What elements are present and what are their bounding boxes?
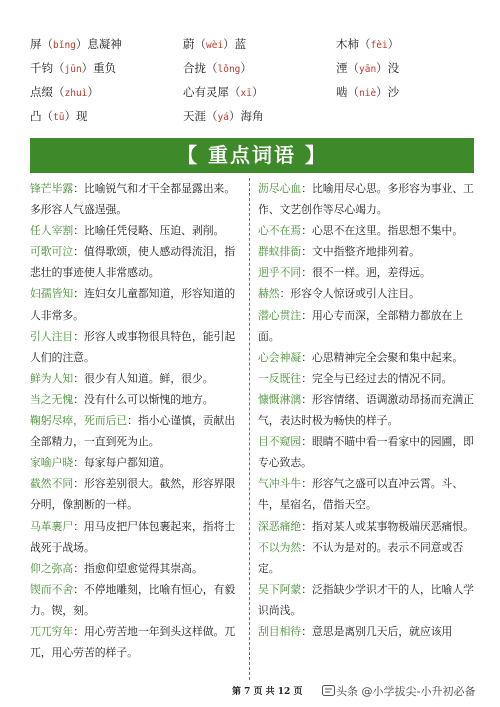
- pinyin-item: 合拢（lǒng）: [183, 61, 252, 75]
- pinyin-item: 点缀（zhuì）: [30, 85, 99, 99]
- vocab-definition: 指小心谨慎，贡献出全部精力，一直到死为止。: [30, 414, 236, 449]
- vocab-term: 心不在焉: [258, 224, 302, 238]
- vocab-definition: 形容人或事物很具特色，能引起人们的注意。: [30, 329, 236, 364]
- vocab-term: 气冲斗牛: [258, 477, 302, 491]
- pinyin-item: 湮（yān）没: [336, 61, 400, 75]
- vocab-term: 刮目相待: [258, 624, 302, 638]
- vocab-definition: 用马皮把尸体包裹起来，指将士战死于战场。: [30, 519, 236, 554]
- vocab-entry: 气冲斗牛：形容气之盛可以直冲云霄。斗、牛，星宿名，借指天空。: [258, 477, 464, 512]
- vocab-term: 妇孺皆知: [30, 287, 74, 301]
- vocab-term: 锲而不舍: [30, 582, 74, 596]
- vocab-column-left: [30, 178, 243, 663]
- pinyin-grid: [30, 32, 480, 128]
- vocab-definition: 完全与已经过去的情况不同。: [311, 371, 453, 385]
- vocab-term: 赫然: [258, 287, 280, 301]
- vocab-definition: 指对某人或某事物极端厌恶痛恨。: [311, 519, 474, 533]
- vocab-entry: 慷慨淋漓：形容情绪、语调激动昂扬而充满正气，表达时极为畅快的样子。: [258, 392, 474, 428]
- vocab-term: 慷慨淋漓: [258, 392, 302, 406]
- vocab-definition: 不停地雕刻，比喻有恒心，有毅力。锲，刻。: [30, 582, 236, 617]
- vocab-entry: 当之无愧：没有什么可以惭愧的地方。: [30, 392, 214, 406]
- vocab-entry: 心会神凝：心思精神完全会聚和集中起来。: [258, 350, 464, 364]
- vocab-entry: 深恶痛绝：指对某人或某事物极端厌恶痛恨。: [258, 519, 474, 533]
- vocab-entry: 兀兀穷年：用心劳苦地一年到头这样做。兀兀，用心劳苦的样子。: [30, 624, 236, 660]
- pinyin-item: 千钧（jūn）重负: [30, 61, 117, 75]
- vocab-definition: 很少有人知道。鲜，很少。: [83, 371, 214, 385]
- vocab-definition: 泛指缺少学识才干的人，比喻人学识尚浅。: [258, 582, 474, 617]
- vocab-term: 当之无愧: [30, 392, 74, 406]
- toutiao-logo-icon: [322, 685, 335, 696]
- vocab-definition: 连妇女儿童都知道，形容知道的人非常多。: [30, 287, 236, 322]
- pinyin-item: 蔚（wèi）蓝: [183, 37, 247, 51]
- watermark: 头条 @小学拔尖-小升初必备: [322, 684, 475, 700]
- vocab-definition: 比喻锐气和才干全都显露出来。多形容人气盛逞强。: [30, 182, 236, 217]
- vocab-term: 目不窥园: [258, 435, 302, 449]
- vocab-definition: 没有什么可以惭愧的地方。: [83, 392, 214, 406]
- vocab-entry: 群蚁排衙：文中指整齐地排列着。: [258, 245, 420, 259]
- vocab-term: 心会神凝: [258, 350, 302, 364]
- vocab-term: 马革裹尸: [30, 519, 74, 533]
- pinyin-item: 屏（bǐng）息凝神: [30, 37, 122, 51]
- pinyin-column: [30, 32, 190, 128]
- vocab-entry: 锲而不舍：不停地雕刻，比喻有恒心，有毅力。锲，刻。: [30, 582, 236, 617]
- vocab-definition: 心思精神完全会聚和集中起来。: [311, 350, 464, 364]
- vocab-entry: 任人宰割：比喻任凭侵略、压迫、剥削。: [30, 224, 225, 238]
- vocab-entry: 可歌可泣：值得歌颂，使人感动得流泪，指悲壮的事迹使人非常感动。: [30, 245, 236, 280]
- pinyin-item: 凸（tū）现: [30, 109, 88, 123]
- vocab-entry: 赫然：形容令人惊讶或引人注目。: [258, 287, 420, 301]
- vocab-entry: 截然不同：形容差别很大。截然，形容界限分明，像割断的一样。: [30, 477, 236, 512]
- vocab-entry: 马革裹尸：用马皮把尸体包裹起来，指将士战死于战场。: [30, 519, 236, 554]
- vocab-entry: 锋芒毕露：比喻锐气和才干全都显露出来。多形容人气盛逞强。: [30, 182, 236, 217]
- vocab-entry: 妇孺皆知：连妇女儿童都知道，形容知道的人非常多。: [30, 287, 236, 322]
- pinyin-column: [183, 32, 343, 128]
- vocab-definition: 很不一样。迥，差得远。: [311, 266, 431, 280]
- vocab-definition: 用心劳苦地一年到头这样做。兀兀，用心劳苦的样子。: [30, 624, 236, 660]
- pinyin-item: 啮（niè）沙: [336, 85, 400, 99]
- vocab-definition: 形容差别很大。截然，形容界限分明，像割断的一样。: [30, 477, 236, 512]
- pinyin-item: 心有灵犀（xī）: [183, 85, 264, 99]
- vocab-entry: 沥尽心血：比喻用尽心思。多形容为事业、工作、文艺创作等尽心竭力。: [258, 182, 474, 217]
- pinyin-column: [336, 32, 496, 104]
- vocab-term: 仰之弥高: [30, 561, 74, 575]
- vocab-definition: 指愈仰望愈觉得其崇高。: [83, 561, 203, 575]
- vocab-definition: 形容气之盛可以直冲云霄。斗、牛，星宿名，借指天空。: [258, 477, 464, 512]
- vocab-entry: 刮目相待：意思是离别几天后，就应该用: [258, 624, 453, 638]
- vocab-entry: 迥乎不同：很不一样。迥，差得远。: [258, 266, 431, 280]
- pinyin-item: 天涯（yá）海角: [183, 109, 264, 123]
- vocab-definition: 值得歌颂，使人感动得流泪，指悲壮的事迹使人非常感动。: [30, 245, 236, 280]
- vocab-term: 家喻户晓: [30, 456, 74, 470]
- vocab-definition: 比喻任凭侵略、压迫、剥削。: [83, 224, 225, 238]
- vocab-term: 沥尽心血: [258, 182, 302, 195]
- vocab-entry: 潜心贯注：用心专而深，全部精力都放在上面。: [258, 308, 464, 343]
- vocab-term: 不以为然: [258, 540, 302, 554]
- vocab-term: 鲜为人知: [30, 371, 74, 385]
- vocab-definition: 形容情绪、语调激动昂扬而充满正气，表达时极为畅快的样子。: [258, 392, 474, 428]
- vocab-entry: 引人注目：形容人或事物很具特色，能引起人们的注意。: [30, 329, 236, 364]
- vocab-definition: 用心专而深，全部精力都放在上面。: [258, 308, 464, 343]
- vocab-section: [30, 178, 474, 680]
- vocab-term: 引人注目: [30, 329, 74, 343]
- vocab-entry: 一反既往：完全与已经过去的情况不同。: [258, 371, 453, 385]
- section-banner: 【 重点词语 】: [30, 138, 474, 173]
- pinyin-item: 木柿（fèi）: [336, 37, 400, 51]
- vocab-definition: 意思是离别几天后，就应该用: [311, 624, 453, 638]
- vocab-term: 迥乎不同: [258, 266, 302, 280]
- vocab-definition: 文中指整齐地排列着。: [311, 245, 420, 259]
- vocab-definition: 不认为是对的。表示不同意或否定。: [258, 540, 464, 575]
- vocab-term: 兀兀穷年: [30, 624, 74, 638]
- vocab-term: 一反既往: [258, 371, 302, 385]
- vocab-entry: 心不在焉：心思不在这里。指思想不集中。: [258, 224, 464, 238]
- page-footer: [0, 684, 500, 700]
- vocab-entry: 目不窥园：眼睛不瞄中看一看家中的园圃，即专心致志。: [258, 435, 474, 470]
- vocab-definition: 心思不在这里。指思想不集中。: [311, 224, 464, 238]
- vocab-definition: 每家每户都知道。: [83, 456, 171, 470]
- vocab-entry: 仰之弥高：指愈仰望愈觉得其崇高。: [30, 561, 203, 575]
- vocab-entry: 不以为然：不认为是对的。表示不同意或否定。: [258, 540, 464, 575]
- vocab-term: 可歌可泣: [30, 245, 74, 259]
- vocab-definition: 眼睛不瞄中看一看家中的园圃，即专心致志。: [258, 435, 474, 470]
- vocab-entry: 鲜为人知：很少有人知道。鲜，很少。: [30, 371, 214, 385]
- vocab-term: 吴下阿蒙: [258, 582, 302, 596]
- vocab-term: 截然不同: [30, 477, 74, 491]
- vocab-term: 深恶痛绝: [258, 519, 302, 533]
- vocab-entry: 鞠躬尽瘁，死而后已：指小心谨慎，贡献出全部精力，一直到死为止。: [30, 414, 236, 449]
- vocab-column-right: [258, 178, 474, 642]
- vocab-term: 鞠躬尽瘁，死而后已: [30, 414, 128, 428]
- page-number: 第 7 页 共 12 页: [232, 687, 303, 697]
- vocab-definition: 形容令人惊讶或引人注目。: [290, 287, 420, 301]
- vocab-term: 锋芒毕露: [30, 182, 74, 195]
- vocab-entry: 家喻户晓：每家每户都知道。: [30, 456, 171, 470]
- vocab-definition: 比喻用尽心思。多形容为事业、工作、文艺创作等尽心竭力。: [258, 182, 474, 217]
- column-divider: [249, 178, 250, 680]
- vocab-term: 潜心贯注: [258, 308, 302, 322]
- vocab-term: 群蚁排衙: [258, 245, 302, 259]
- vocab-term: 任人宰割: [30, 224, 74, 238]
- vocab-entry: 吴下阿蒙：泛指缺少学识才干的人，比喻人学识尚浅。: [258, 582, 474, 617]
